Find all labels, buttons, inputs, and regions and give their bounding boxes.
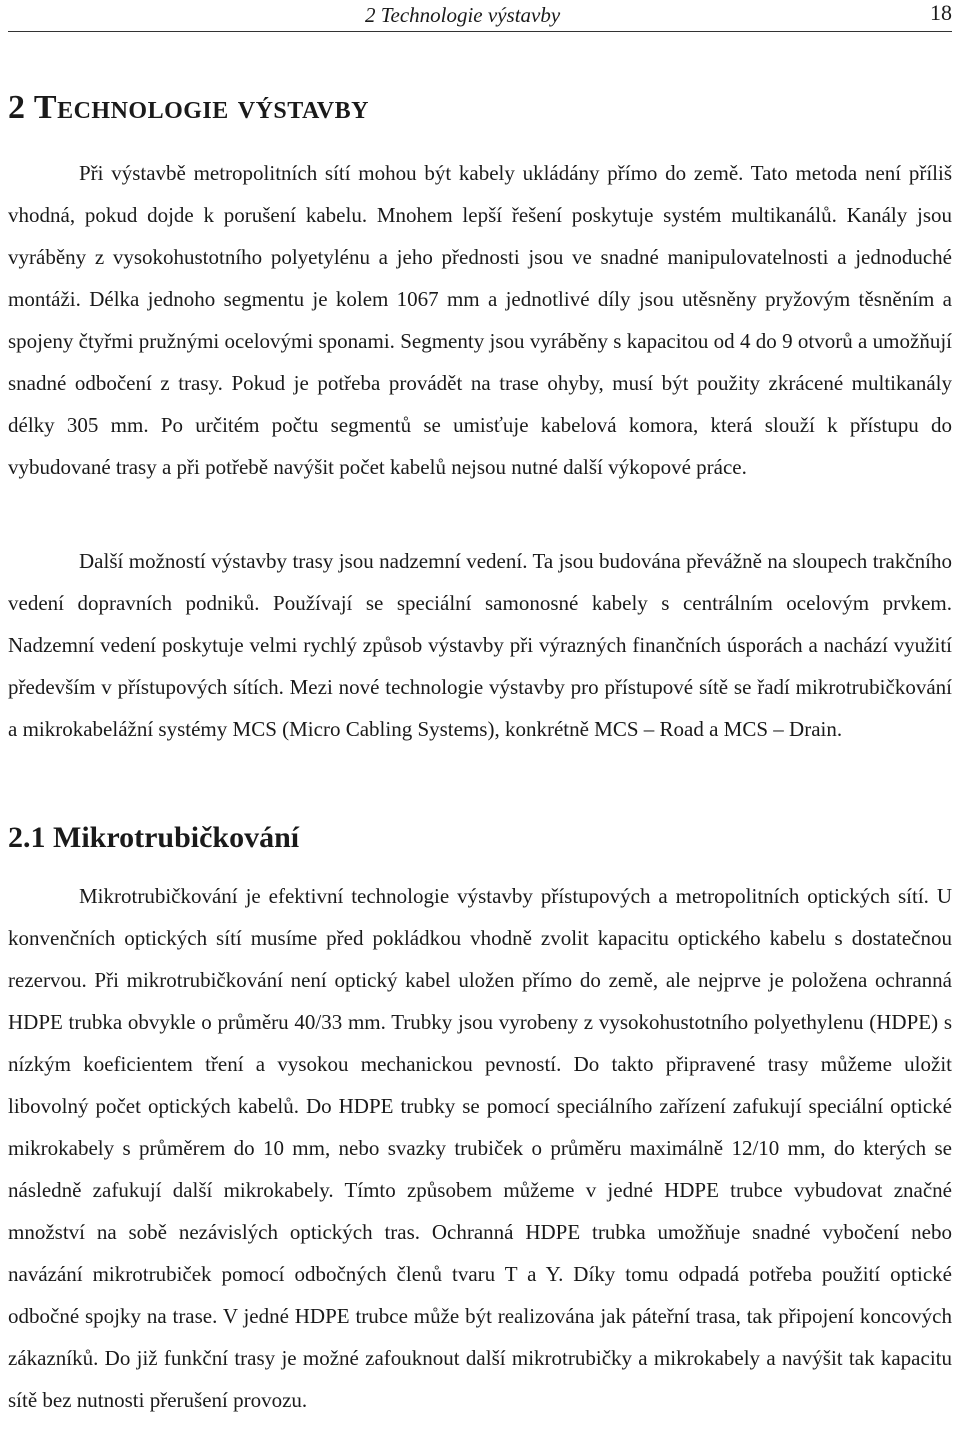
page-number: 18 bbox=[930, 0, 952, 25]
paragraph-block bbox=[8, 875, 952, 1421]
running-header bbox=[8, 0, 952, 32]
paragraph-block bbox=[8, 540, 952, 750]
section-heading: 2.1 Mikrotrubičkování bbox=[8, 821, 300, 854]
running-header-title: 2 Technologie výstavby bbox=[365, 3, 561, 27]
paragraph: Při výstavbě metropolitních sítí mohou být kabely ukládány přímo do země. Tato metoda není příliš vhodná, pokud dojde k porušení kabelu. Mnohem lepší řešení poskytuje systém multikanálů. Kanály jsou vyráběny z vysokohustotního polyetylénu a jeho přednosti jsou ve snadné manipulovatelnosti a jednoduché montáži. Délka jednoho segmentu je kolem 1067 mm a jednotlivé díly jsou utěsněny pryžovým těsněním a spojeny čtyřmi pružnými ocelovými sponami. Segmenty jsou vyráběny s kapacitou od 4 do 9 otvorů a umožňují snadné odbočení z trasy. Pokud je potřeba provádět na trase ohyby, musí být použity zkrácené multikanály délky 305 mm. Po určitém počtu segmentů se umisťuje kabelová komora, která slouží k přístupu do vybudované trasy a při potřebě navýšit počet kabelů nejsou nutné další výkopové práce. bbox=[8, 161, 952, 479]
paragraph-block bbox=[8, 152, 952, 488]
paragraph: Mikrotrubičkování je efektivní technologie výstavby přístupových a metropolitních optických sítí. U konvenčních optických sítí musíme před pokládkou vhodně zvolit kapacitu optického kabelu s dostatečnou rezervou. Při mikrotrubičkování není optický kabel uložen přímo do země, ale nejprve je položena ochranná HDPE trubka obvykle o průměru 40/33 mm. Trubky jsou vyrobeny z vysokohustotního polyethylenu (HDPE) s nízkým koeficientem tření a vysokou mechanickou pevností. Do takto připravené trasy můžeme uložit libovolný počet optických kabelů. Do HDPE trubky se pomocí speciálního zařízení zafukují speciální optické mikrokabely s průměrem do 10 mm, nebo svazky trubiček o průměru maximálně 12/10 mm, do kterých se následně zafukují další mikrokabely. Tímto způsobem můžeme v jedné HDPE trubce vybudovat značné množství na sobě nezávislých optických tras. Ochranná HDPE trubka umožňuje snadné vybočení nebo navázání mikrotrubiček pomocí odbočných členů tvaru T a Y. Díky tomu odpadá potřeba použití optické odbočné spojky na trase. V jedné HDPE trubce může být realizována jak páteřní trasa, tak připojení koncových zákazníků. Do již funkční trasy je možné zafouknout další mikrotrubičky a mikrokabely a navýšit tak kapacitu sítě bez nutnosti přerušení provozu. bbox=[8, 884, 952, 1412]
chapter-heading: 2 Technologie výstavby bbox=[8, 89, 369, 126]
paragraph: Další možností výstavby trasy jsou nadzemní vedení. Ta jsou budována převážně na sloupech trakčního vedení dopravních podniků. Používají se speciální samonosné kabely s centrálním ocelovým prvkem. Nadzemní vedení poskytuje velmi rychlý způsob výstavby při výrazných finančních úsporách a nachází využití především v přístupových sítích. Mezi nové technologie výstavby pro přístupové sítě se řadí mikrotrubičkování a mikrokabelážní systémy MCS (Micro Cabling Systems), konkrétně MCS – Road a MCS – Drain. bbox=[8, 549, 952, 741]
